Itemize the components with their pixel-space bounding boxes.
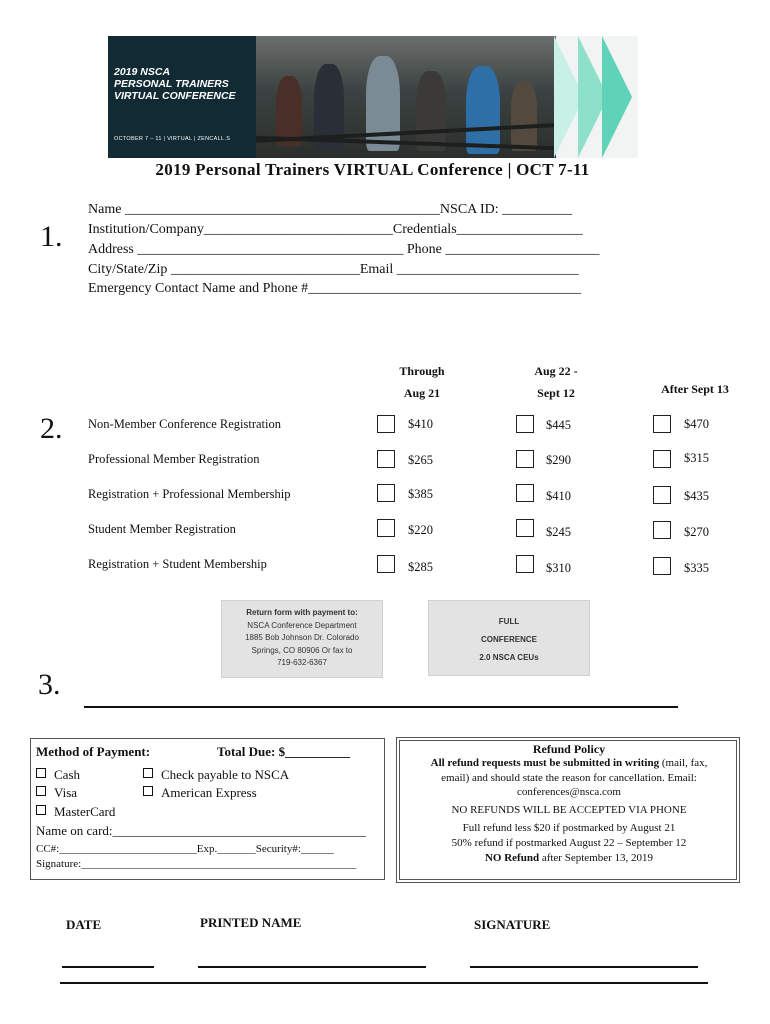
price: $220: [408, 523, 433, 537]
amex-checkbox[interactable]: [143, 786, 153, 796]
refund-line-5: Full refund less $20 if postmarked by August 21: [462, 822, 676, 834]
col-aug22-sept12: Aug 22 - Sept 12: [534, 364, 578, 400]
price: $315: [684, 451, 709, 465]
checkbox-reg-professional-late[interactable]: [653, 486, 671, 504]
row-label-professional-member: Professional Member Registration: [88, 452, 260, 466]
price: $270: [684, 525, 709, 539]
checkbox-professional-mid[interactable]: [516, 450, 534, 468]
payment-box: [30, 738, 385, 880]
refund-line-7: NO Refund after September 13, 2019: [484, 852, 654, 864]
banner-chevrons: [556, 36, 638, 158]
checkbox-reg-student-mid[interactable]: [516, 555, 534, 573]
signature-label: SIGNATURE: [474, 917, 551, 932]
name-line[interactable]: Name _____________________________________________NSCA ID: __________: [88, 202, 573, 217]
price: $265: [408, 453, 433, 467]
emergency-contact-line[interactable]: Emergency Contact Name and Phone #_______________________________________: [88, 281, 582, 296]
row-label-student-member: Student Member Registration: [88, 522, 236, 536]
row-label-non-member: Non-Member Conference Registration: [88, 417, 281, 431]
total-due-field[interactable]: Total Due: $__________: [217, 744, 351, 759]
banner-title-line2: PERSONAL TRAINERS: [114, 78, 229, 90]
refund-email: conferences@nsca.com: [517, 786, 621, 798]
checkbox-student-early[interactable]: [377, 519, 395, 537]
refund-policy-box: [396, 737, 740, 883]
option-amex[interactable]: American Express: [143, 785, 257, 801]
ceu-line2: CONFERENCE: [480, 635, 537, 644]
institution-line[interactable]: Institution/Company___________________________Credentials__________________: [88, 222, 583, 237]
section-3-divider: [84, 706, 678, 708]
price: $290: [546, 453, 571, 467]
section-2-number: 2.: [40, 412, 63, 445]
return-form-line: 1885 Bob Johnson Dr. Colorado: [245, 633, 359, 642]
return-form-heading: Return form with payment to:: [246, 608, 358, 617]
col-through-aug21: Through Aug 21: [399, 364, 445, 400]
price: $285: [408, 560, 433, 574]
city-state-zip-line[interactable]: City/State/Zip ___________________________Email __________________________: [88, 262, 579, 277]
col-after-sept13: After Sept 13: [661, 382, 729, 396]
price: $385: [408, 487, 433, 501]
checkbox-non-member-mid[interactable]: [516, 415, 534, 433]
refund-line-6: 50% refund if postmarked August 22 – September 12: [451, 837, 687, 849]
price: $470: [684, 417, 709, 431]
return-form-line: 719-632-6367: [277, 658, 327, 667]
return-form-line: Springs, CO 80906 Or fax to: [251, 645, 353, 655]
ceu-line1: FULL: [498, 617, 520, 626]
return-form-line: NSCA Conference Department: [247, 620, 357, 630]
option-mastercard[interactable]: MasterCard: [36, 804, 115, 820]
ceu-line3: 2.0 NSCA CEUs: [479, 653, 539, 662]
checkbox-non-member-late[interactable]: [653, 415, 671, 433]
date-line[interactable]: [62, 966, 154, 968]
checkbox-professional-early[interactable]: [377, 450, 395, 468]
refund-line-4: NO REFUNDS WILL BE ACCEPTED VIA PHONE: [451, 804, 687, 816]
price: $335: [684, 561, 709, 575]
refund-line-1: All refund requests must be submitted in writing (mail, fax,: [430, 757, 708, 769]
checkbox-student-mid[interactable]: [516, 519, 534, 537]
method-of-payment-label: Method of Payment:: [36, 744, 151, 759]
name-on-card-field[interactable]: Name on card:_______________________________________: [36, 823, 367, 838]
price: $445: [546, 418, 571, 432]
checkbox-reg-professional-early[interactable]: [377, 484, 395, 502]
address-line[interactable]: Address ______________________________________ Phone ______________________: [88, 242, 600, 257]
signature-field[interactable]: Signature:__________________________________________________: [36, 858, 357, 870]
checkbox-reg-student-early[interactable]: [377, 555, 395, 573]
ceu-box: [428, 600, 590, 676]
option-cash[interactable]: Cash: [36, 767, 80, 783]
conference-banner: [108, 36, 638, 158]
mastercard-checkbox[interactable]: [36, 805, 46, 815]
printed-name-line[interactable]: [198, 966, 426, 968]
checkbox-professional-late[interactable]: [653, 450, 671, 468]
row-label-registration-student-membership: Registration + Student Membership: [88, 557, 267, 571]
banner-title-line3: VIRTUAL CONFERENCE: [114, 90, 236, 102]
banner-title: [114, 66, 254, 102]
credit-card-field[interactable]: CC#:_________________________Exp._______Security#:______: [36, 843, 334, 855]
visa-checkbox[interactable]: [36, 786, 46, 796]
banner-logo-panel: [108, 36, 256, 158]
price: $245: [546, 525, 571, 539]
page-title: 2019 Personal Trainers VIRTUAL Conference | OCT 7-11: [155, 160, 590, 179]
return-form-box: [221, 600, 383, 678]
section-1-number: 1.: [40, 220, 63, 253]
banner-dates: OCTOBER 7 – 11 | VIRTUAL | ZENCALL.S: [114, 136, 231, 142]
date-label: DATE: [66, 917, 102, 932]
banner-photo: [256, 36, 556, 158]
banner-title-line1: 2019 NSCA: [114, 66, 171, 78]
refund-line-2: email) and should state the reason for cancellation. Email:: [441, 772, 697, 784]
row-label-registration-professional-membership: Registration + Professional Membership: [88, 487, 291, 501]
option-visa[interactable]: Visa: [36, 785, 77, 801]
option-check[interactable]: Check payable to NSCA: [143, 767, 289, 783]
signature-line[interactable]: [470, 966, 698, 968]
checkbox-reg-professional-mid[interactable]: [516, 484, 534, 502]
checkbox-student-late[interactable]: [653, 521, 671, 539]
checkbox-non-member-early[interactable]: [377, 415, 395, 433]
price: $410: [546, 489, 571, 503]
refund-title: Refund Policy: [532, 742, 606, 756]
cash-checkbox[interactable]: [36, 768, 46, 778]
price: $310: [546, 561, 571, 575]
price: $435: [684, 489, 709, 503]
check-checkbox[interactable]: [143, 768, 153, 778]
price: $410: [408, 417, 433, 431]
checkbox-reg-student-late[interactable]: [653, 557, 671, 575]
printed-name-label: PRINTED NAME: [200, 915, 302, 930]
footer-divider: [60, 982, 708, 984]
section-3-number: 3.: [38, 668, 61, 701]
